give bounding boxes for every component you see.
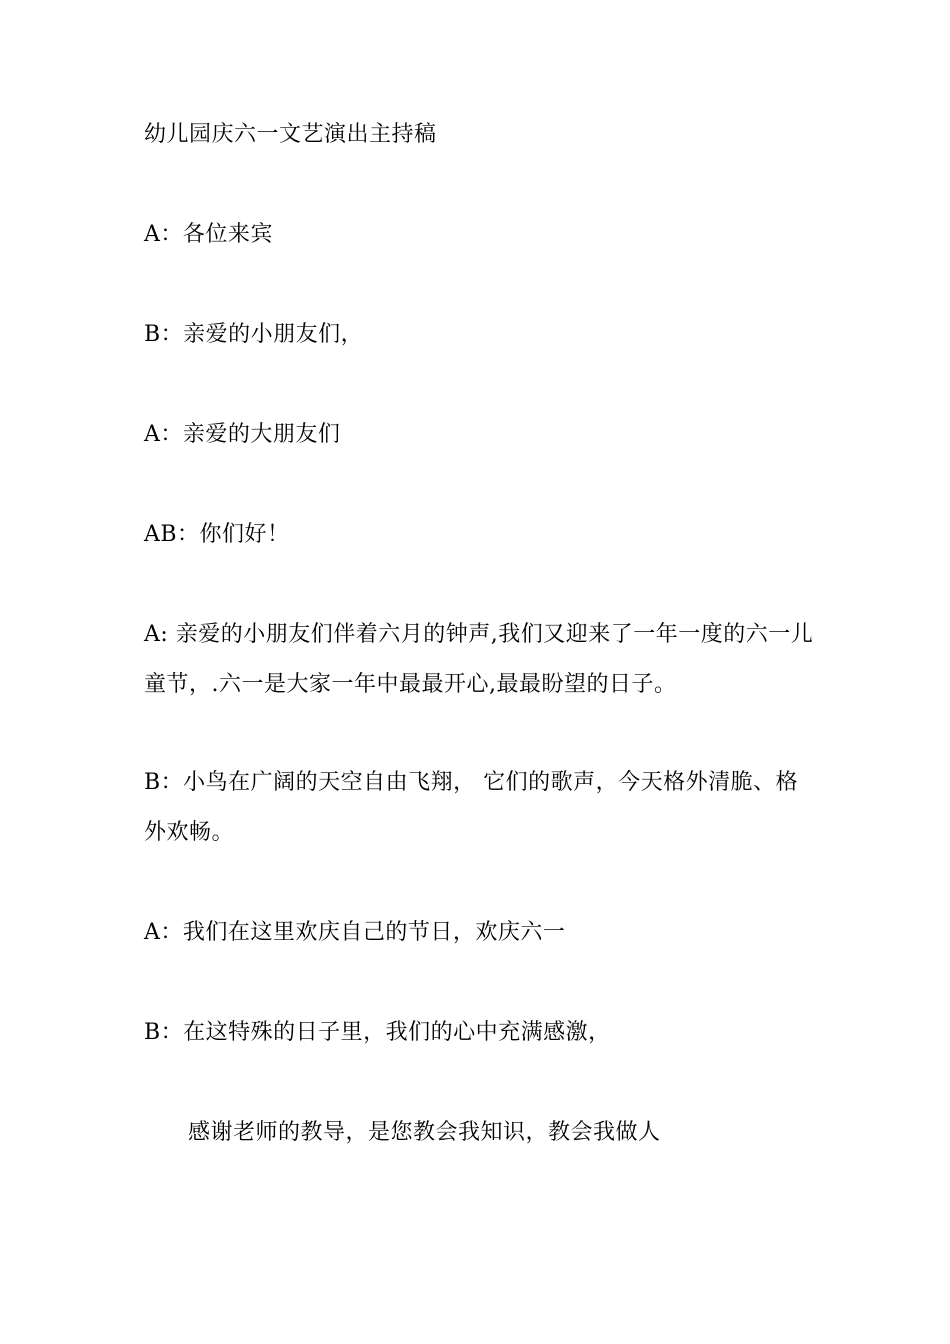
script-line: B：在这特殊的日子里，我们的心中充满感激， [144, 1020, 611, 1045]
script-line: A：各位来宾 [144, 222, 273, 247]
script-line: A: 亲爱的小朋友们伴着六月的钟声,我们又迎来了一年一度的六一儿 [144, 622, 814, 647]
script-line: B：小鸟在广阔的天空自由飞翔， 它们的歌声，今天格外清脆、格 [144, 770, 799, 795]
script-line: B：亲爱的小朋友们， [144, 322, 364, 347]
script-line: A：亲爱的大朋友们 [144, 422, 341, 447]
document-title: 幼儿园庆六一文艺演出主持稿 [144, 122, 437, 147]
script-line: 外欢畅。 [144, 820, 235, 845]
script-line: 童节，.六一是大家一年中最最开心,最最盼望的日子。 [144, 672, 677, 697]
script-line: A：我们在这里欢庆自己的节日，欢庆六一 [144, 920, 566, 945]
script-line: 感谢老师的教导，是您教会我知识，教会我做人 [188, 1120, 661, 1145]
script-line: AB：你们好！ [144, 522, 290, 547]
